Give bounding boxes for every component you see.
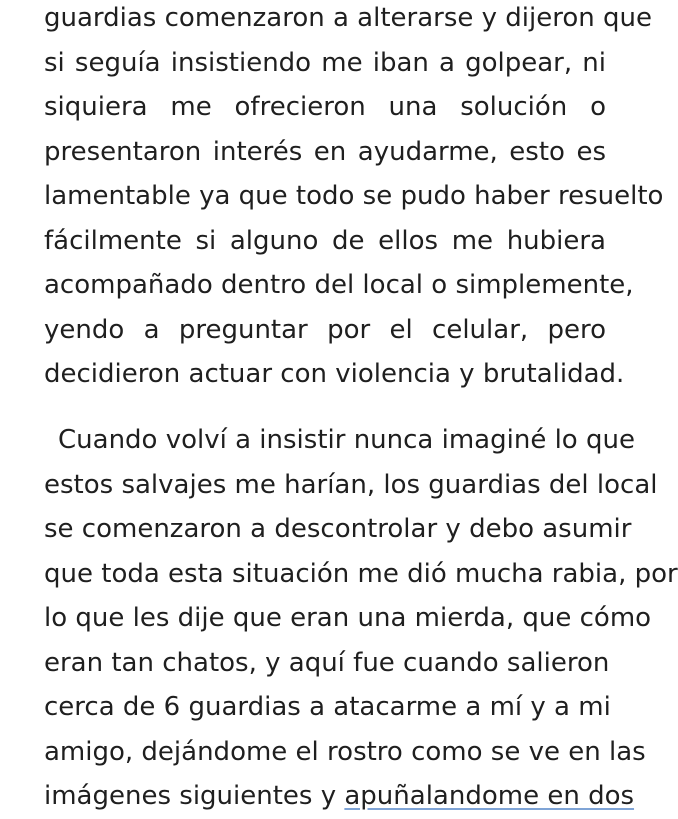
text-line: cerca de 6 guardias a atacarme a mí y a mi <box>44 692 611 722</box>
text-line: decidieron actuar con violencia y brutalidad. <box>44 359 625 389</box>
text-line: estos salvajes me harían, los guardias del local <box>44 469 658 500</box>
text-line-with-link <box>44 774 635 819</box>
text-line: siquiera me ofrecieron una solución o <box>44 92 606 122</box>
text-line: que toda esta situación me dió mucha rabia, por <box>44 558 678 589</box>
inline-link[interactable]: apuñalandome en dos <box>344 781 635 811</box>
text-line: acompañado dentro del local o simplemente, <box>44 270 634 300</box>
text-segment: imágenes siguientes y <box>44 781 345 811</box>
text-line: lamentable ya que todo se pudo haber resuelto <box>44 181 664 211</box>
text-line: presentaron interés en ayudarme, esto es <box>44 136 606 167</box>
text-line: se comenzaron a descontrolar y debo asumir <box>44 514 632 544</box>
text-line: guardias comenzaron a alterarse y dijeron que <box>44 3 652 33</box>
text-line: yendo a preguntar por el celular, pero <box>44 314 606 345</box>
text-line: fácilmente si alguno de ellos me hubiera <box>44 225 606 256</box>
text-line: amigo, dejándome el rostro como se ve en las <box>44 736 646 767</box>
text-line: si seguía insistiendo me iban a golpear, ni <box>44 47 606 78</box>
paragraph-guards-refusal <box>44 0 664 397</box>
text-line: lo que les dije que eran una mierda, que cómo <box>44 603 652 633</box>
text-line: eran tan chatos, y aquí fue cuando salieron <box>44 647 610 678</box>
paragraph-guards-attack <box>44 418 678 819</box>
text-line: Cuando volví a insistir nunca imaginé lo que <box>58 425 635 455</box>
